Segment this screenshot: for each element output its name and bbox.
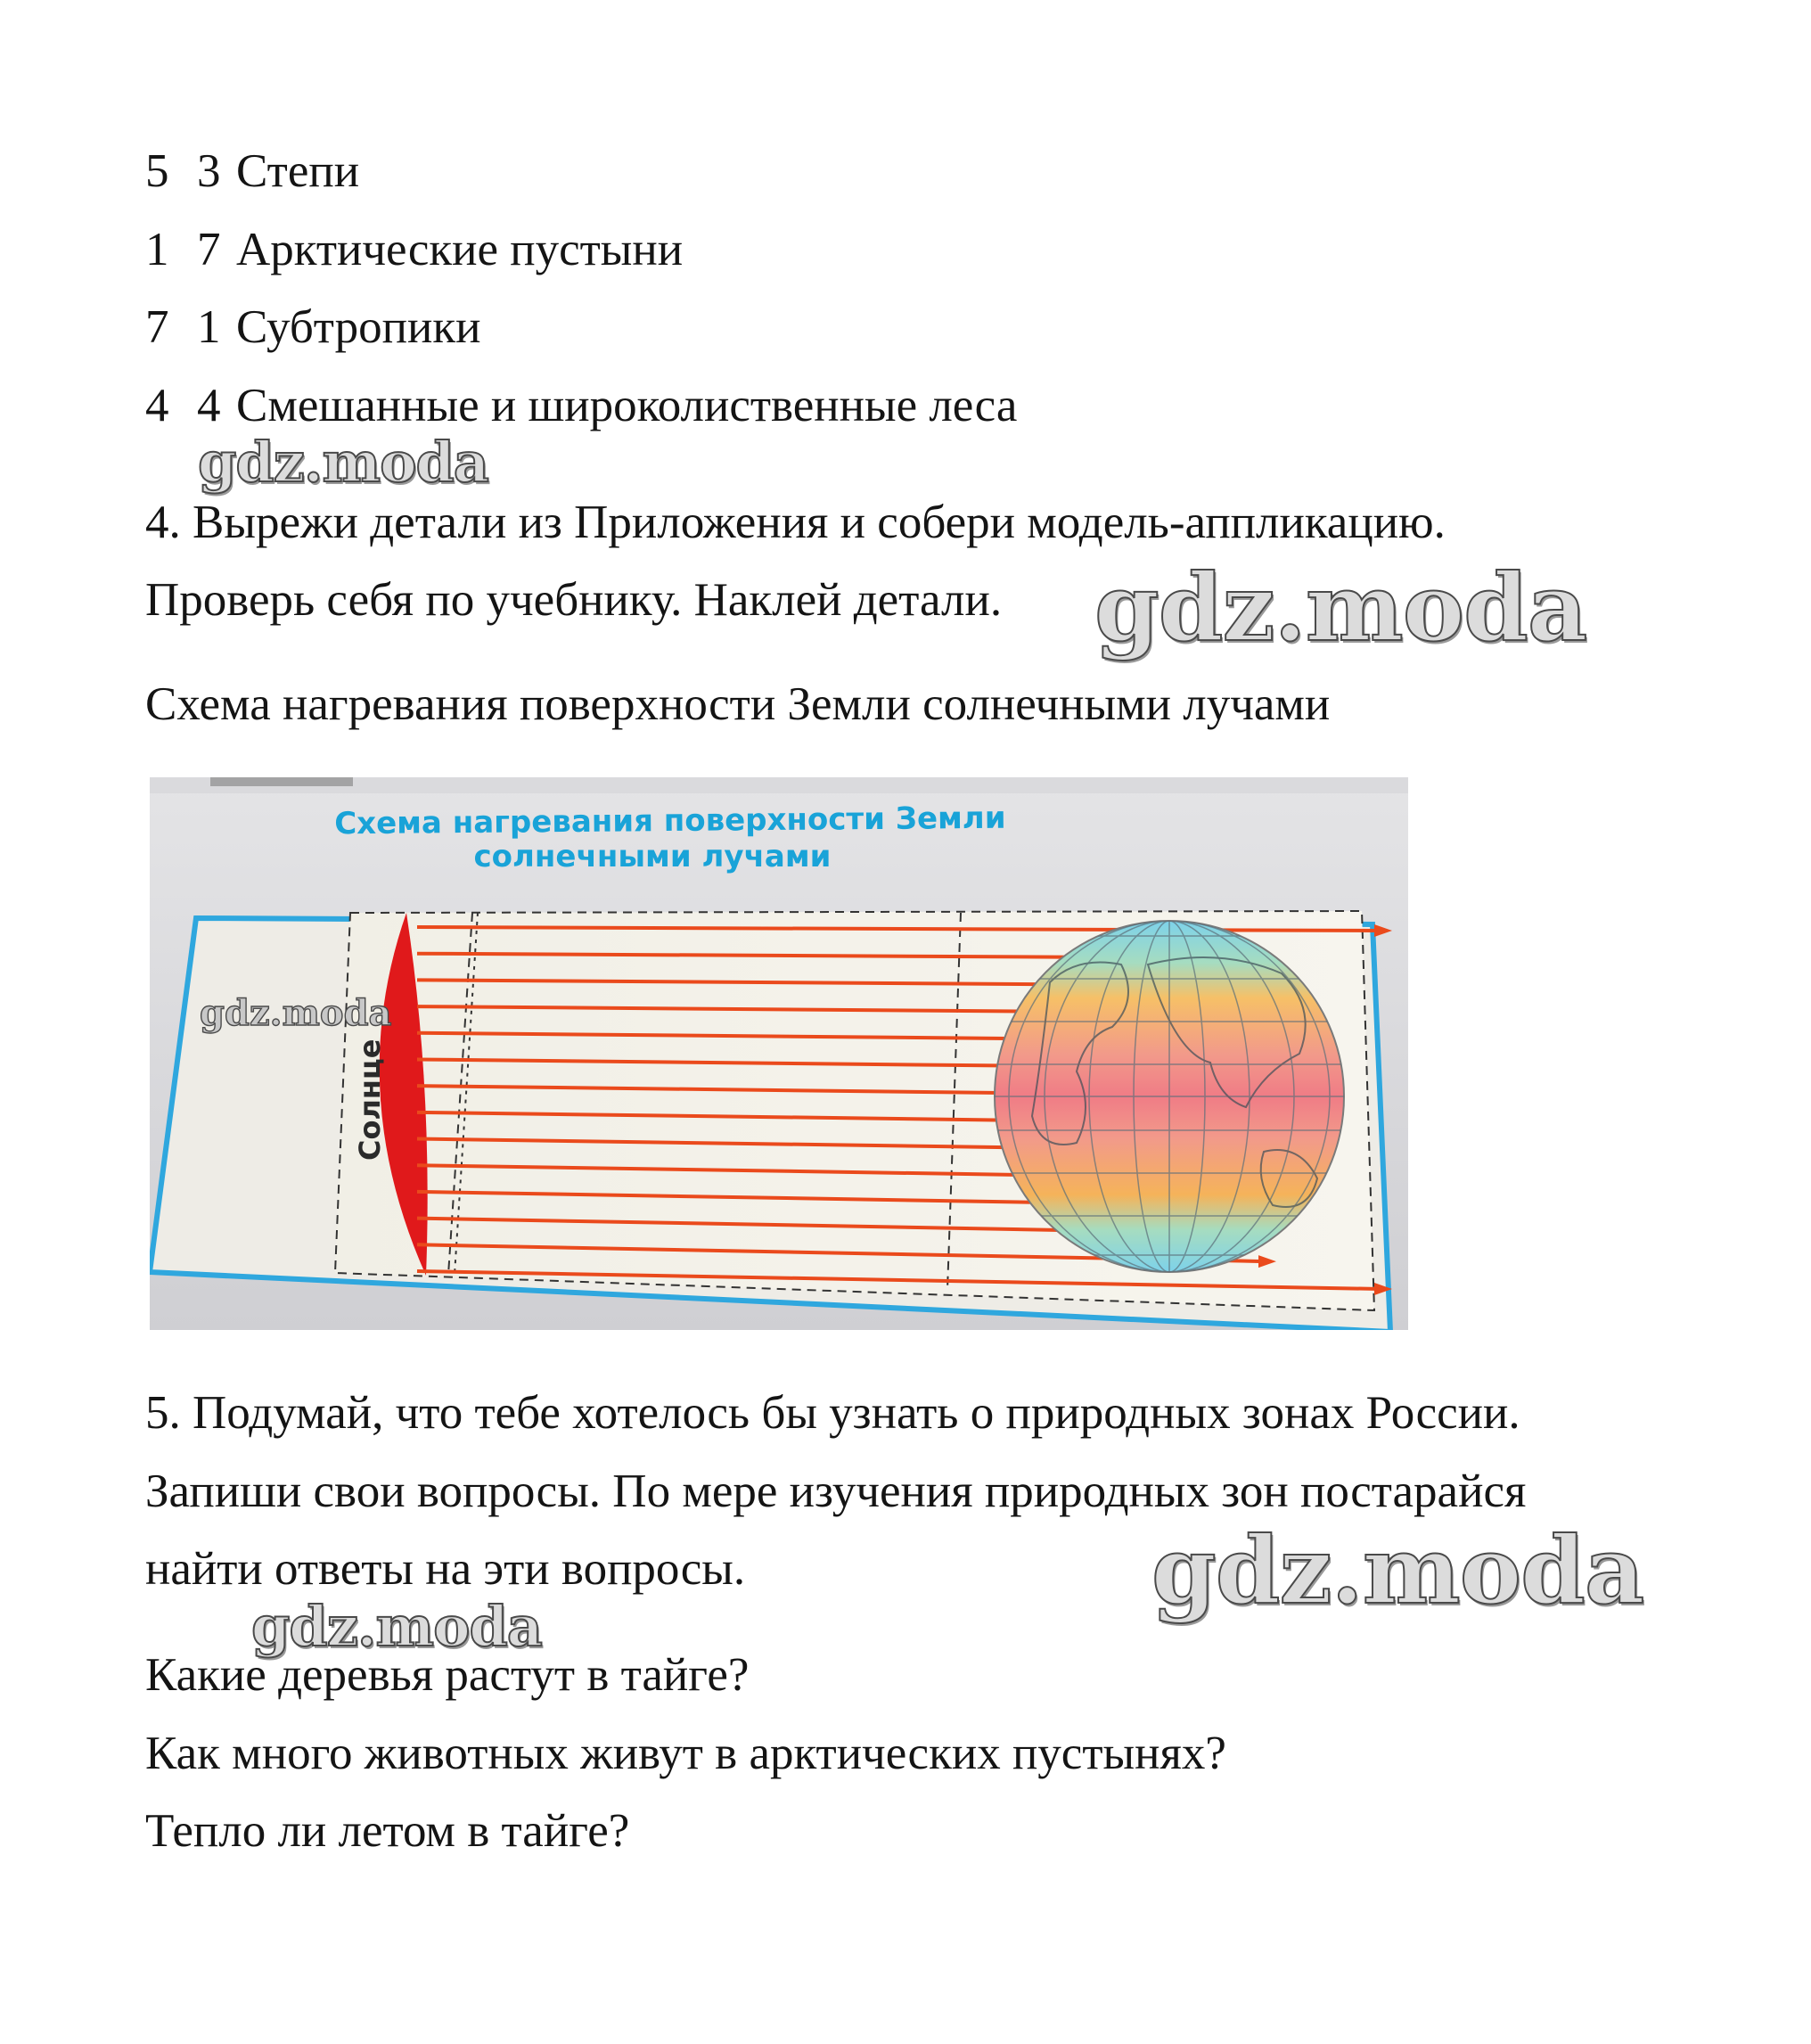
match-row: 5 3 Степи bbox=[145, 145, 360, 197]
question-line: Тепло ли летом в тайге? bbox=[145, 1805, 630, 1857]
zone-name: Субтропики bbox=[236, 301, 481, 353]
task4-line1: 4. Вырежи детали из Приложения и собери модель-аппликацию. bbox=[145, 497, 1446, 548]
diagram-title-line1: Схема нагревания поверхности Земли bbox=[334, 800, 1006, 842]
zone-name: Степи bbox=[236, 145, 360, 197]
sun-label: Солнце bbox=[353, 1038, 387, 1161]
scheme-caption: Схема нагревания поверхности Земли солнечными лучами bbox=[145, 678, 1331, 730]
heating-scheme-photo bbox=[150, 777, 1408, 1330]
zone-name: Смешанные и широколиственные леса bbox=[236, 380, 1018, 431]
match-row: 1 7 Арктические пустыни bbox=[145, 224, 684, 275]
match-row: 7 1 Субтропики bbox=[145, 301, 481, 353]
watermark: gdz.moda bbox=[200, 992, 392, 1034]
zone-name: Арктические пустыни bbox=[236, 224, 684, 275]
watermark: gdz.moda bbox=[198, 430, 488, 495]
task5-line2: Запиши свои вопросы. По мере изучения природных зон постарайся bbox=[145, 1465, 1527, 1517]
question-line: Какие деревья растут в тайге? bbox=[145, 1649, 750, 1701]
watermark: gdz.moda bbox=[251, 1594, 542, 1659]
diagram-title-line2: солнечными лучами bbox=[473, 839, 832, 874]
match-row: 4 4 Смешанные и широколиственные леса bbox=[145, 380, 1018, 431]
task5-line1: 5. Подумай, что тебе хотелось бы узнать о природных зонах России. bbox=[145, 1387, 1520, 1439]
question-line: Как много животных живут в арктических пустынях? bbox=[145, 1728, 1226, 1779]
task4-line2: Проверь себя по учебнику. Наклей детали. bbox=[145, 574, 1003, 626]
watermark: gdz.moda bbox=[1151, 1515, 1644, 1625]
watermark: gdz.moda bbox=[1094, 553, 1587, 662]
task5-line3: найти ответы на эти вопросы. bbox=[145, 1543, 746, 1595]
